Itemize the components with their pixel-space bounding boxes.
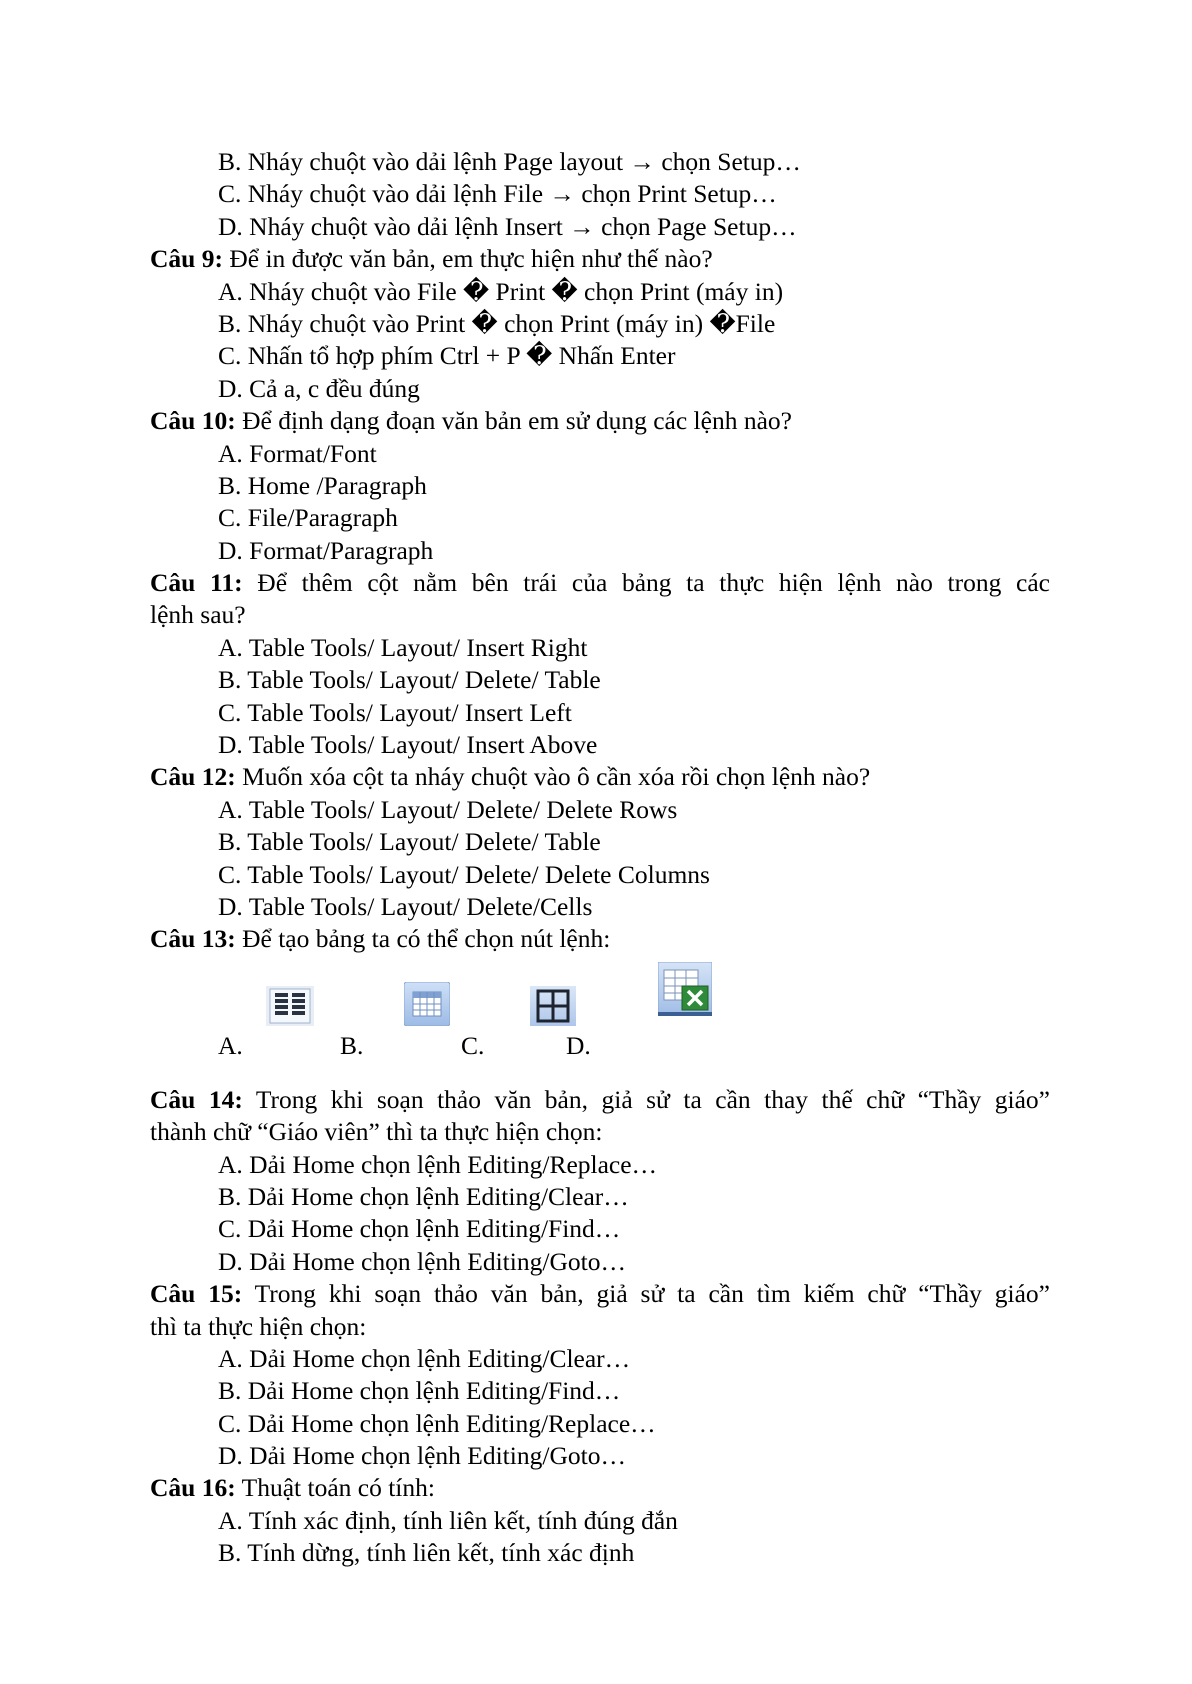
question-text: Để định dạng đoạn văn bản em sử dụng các lệnh nào? xyxy=(235,406,792,436)
option-9c: C. Nhấn tổ hợp phím Ctrl + P � Nhấn Enter xyxy=(218,341,676,371)
excel-spreadsheet-icon xyxy=(658,962,712,1016)
option-8b: B. Nháy chuột vào dải lệnh Page layout → chọn Setup… xyxy=(218,147,801,176)
icon-options-row xyxy=(150,956,1050,1084)
option-13d-label: D. xyxy=(566,1030,591,1060)
option-9d: D. Cả a, c đều đúng xyxy=(218,373,420,403)
question-text: Để thêm cột nằm bên trái của bảng ta thực hiện lệnh nào trong các xyxy=(242,568,1050,598)
option-13a-label: A. xyxy=(218,1030,243,1060)
question-label: Câu 9: xyxy=(150,244,223,274)
question-9 xyxy=(150,243,1050,275)
option-10a: A. Format/Font xyxy=(218,438,377,468)
option-12c: C. Table Tools/ Layout/ Delete/ Delete Columns xyxy=(218,859,710,889)
question-label: Câu 12: xyxy=(150,762,236,792)
option-10c: C. File/Paragraph xyxy=(218,503,398,533)
option-15a: A. Dải Home chọn lệnh Editing/Clear… xyxy=(218,1343,631,1373)
option-15b: B. Dải Home chọn lệnh Editing/Find… xyxy=(218,1376,621,1406)
option-13b-label: B. xyxy=(340,1030,364,1060)
question-13 xyxy=(150,923,1050,955)
question-text: Trong khi soạn thảo văn bản, giả sử ta cần thay thế chữ “Thầy giáo” xyxy=(242,1084,1050,1114)
question-text: Muốn xóa cột ta nháy chuột vào ô cần xóa rồi chọn lệnh nào? xyxy=(235,762,871,792)
option-14c: C. Dải Home chọn lệnh Editing/Find… xyxy=(218,1214,621,1244)
option-15c: C. Dải Home chọn lệnh Editing/Replace… xyxy=(218,1408,656,1438)
option-10b: B. Home /Paragraph xyxy=(218,470,427,500)
question-15-cont: thì ta thực hiện chọn: xyxy=(150,1311,367,1341)
option-13c-label: C. xyxy=(461,1030,485,1060)
option-8d: D. Nháy chuột vào dải lệnh Insert → chọn Page Setup… xyxy=(218,211,797,241)
question-16 xyxy=(150,1472,1050,1504)
option-12d: D. Table Tools/ Layout/ Delete/Cells xyxy=(218,891,593,921)
option-14b: B. Dải Home chọn lệnh Editing/Clear… xyxy=(218,1181,629,1211)
columns-icon xyxy=(266,986,314,1026)
option-11a: A. Table Tools/ Layout/ Insert Right xyxy=(218,632,588,662)
question-text: Để in được văn bản, em thực hiện như thế nào? xyxy=(222,244,713,274)
option-16b: B. Tính dừng, tính liên kết, tính xác định xyxy=(218,1538,635,1568)
question-11-cont: lệnh sau? xyxy=(150,600,246,630)
question-text: Trong khi soạn thảo văn bản, giả sử ta cần tìm kiếm chữ “Thầy giáo” xyxy=(242,1279,1051,1309)
option-14d: D. Dải Home chọn lệnh Editing/Goto… xyxy=(218,1246,626,1276)
question-11 xyxy=(150,567,1050,599)
table-insert-icon xyxy=(530,986,576,1026)
question-label: Câu 16: xyxy=(150,1473,236,1503)
question-label: Câu 10: xyxy=(150,406,236,436)
option-11c: C. Table Tools/ Layout/ Insert Left xyxy=(218,697,572,727)
option-12a: A. Table Tools/ Layout/ Delete/ Delete Rows xyxy=(218,794,678,824)
question-label: Câu 13: xyxy=(150,924,236,954)
option-9a: A. Nháy chuột vào File � Print � chọn Print (máy in) xyxy=(218,276,784,306)
option-8c: C. Nháy chuột vào dải lệnh File → chọn Print Setup… xyxy=(218,179,777,209)
option-10d: D. Format/Paragraph xyxy=(218,535,434,565)
document-page xyxy=(150,146,1050,1570)
option-9b: B. Nháy chuột vào Print � chọn Print (máy in) �File xyxy=(218,308,776,338)
question-label: Câu 11: xyxy=(150,568,243,598)
question-15 xyxy=(150,1278,1050,1310)
question-label: Câu 14: xyxy=(150,1084,243,1114)
question-10 xyxy=(150,405,1050,437)
question-label: Câu 15: xyxy=(150,1279,243,1309)
question-12 xyxy=(150,761,1050,793)
question-text: Thuật toán có tính: xyxy=(235,1473,435,1503)
option-11b: B. Table Tools/ Layout/ Delete/ Table xyxy=(218,665,601,695)
question-14 xyxy=(150,1084,1050,1116)
option-12b: B. Table Tools/ Layout/ Delete/ Table xyxy=(218,827,601,857)
question-text: Để tạo bảng ta có thể chọn nút lệnh: xyxy=(235,924,611,954)
option-11d: D. Table Tools/ Layout/ Insert Above xyxy=(218,730,598,760)
question-14-cont: thành chữ “Giáo viên” thì ta thực hiện chọn: xyxy=(150,1117,603,1147)
option-16a: A. Tính xác định, tính liên kết, tính đúng đắn xyxy=(218,1505,678,1535)
table-grid-icon xyxy=(404,982,450,1026)
option-14a: A. Dải Home chọn lệnh Editing/Replace… xyxy=(218,1149,658,1179)
option-15d: D. Dải Home chọn lệnh Editing/Goto… xyxy=(218,1441,626,1471)
